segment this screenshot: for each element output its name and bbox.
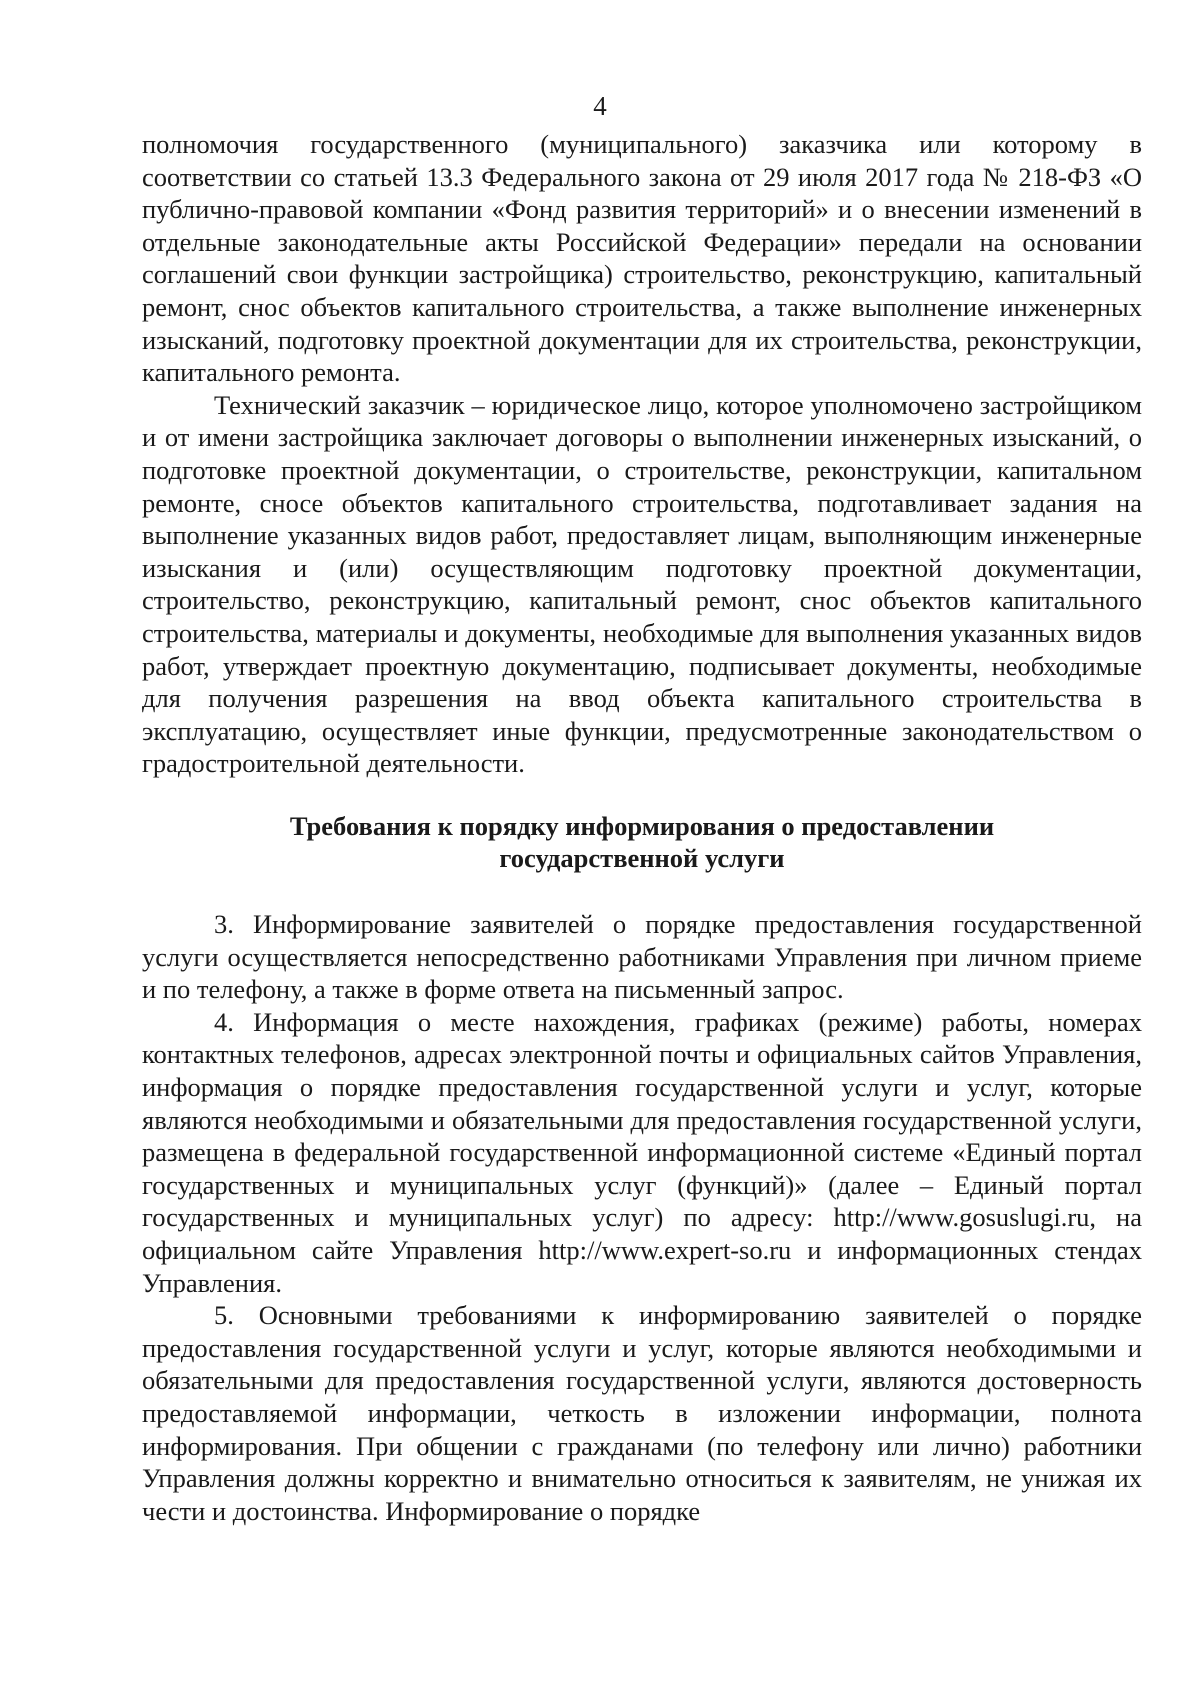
paragraph-item-5: 5. Основными требованиями к информированию заявителей о порядке предоставления государственной услуги и услуг, которые являются необходимыми и обязательными для предоставления государственной услуги, являются достоверность предоставляемой информации, четкость в изложении информации, полнота информирования. При общении с гражданами (по телефону или лично) работники Управления должны корректно и внимательно относиться к заявителям, не унижая их чести и достоинства. Информирование о порядке xyxy=(142,1300,1142,1526)
page-number: 4 xyxy=(593,91,607,121)
document-body xyxy=(142,128,1142,1527)
paragraph-item-3: 3. Информирование заявителей о порядке предоставления государственной услуги осуществляется непосредственно работниками Управления при личном приеме и по телефону, а также в форме ответа на письменный запрос. xyxy=(142,909,1142,1005)
section-heading-line-2: государственной услуги xyxy=(499,843,785,874)
paragraph-item-4: 4. Информация о месте нахождения, графиках (режиме) работы, номерах контактных телефонов, адресах электронной почты и официальных сайтов Управления, информация о порядке предоставления государственной услуги и услуг, которые являются необходимыми и обязательными для предоставления государственной услуги, размещена в федеральной государственной информационной системе «Единый портал государственных и муниципальных услуг (функций)» (далее – Единый портал государственных и муниципальных услуг) по адресу: http://www.gosuslugi.ru, на официальном сайте Управления http://www.expert-so.ru и информационных стендах Управления. xyxy=(142,1006,1142,1298)
section-heading-line-1: Требования к порядку информирования о предоставлении xyxy=(289,810,995,841)
paragraph-continuation: полномочия государственного (муниципального) заказчика или которому в соответствии со статьей 13.3 Федерального закона от 29 июля 2017 года № 218-ФЗ «О публично-правовой компании «Фонд развития территорий» и о внесении изменений в отдельные законодательные акты Российской Федерации» передали на основании соглашений свои функции застройщика) строительство, реконструкцию, капитальный ремонт, снос объектов капитального строительства, а также выполнение инженерных изысканий, подготовку проектной документации для их строительства, реконструкции, капитального ремонта. xyxy=(142,129,1142,388)
section-heading xyxy=(142,810,1142,875)
paragraph-technical-customer: Технический заказчик – юридическое лицо, которое уполномочено застройщиком и от имени застройщика заключает договоры о выполнении инженерных изысканий, о подготовке проектной документации, о строительстве, реконструкции, капитальном ремонте, сносе объектов капитального строительства, подготавливает задания на выполнение указанных видов работ, предоставляет лицам, выполняющим инженерные изыскания и (или) осуществляющим подготовку проектной документации, строительство, реконструкцию, капитальный ремонт, снос объектов капитального строительства, материалы и документы, необходимые для выполнения указанных видов работ, утверждает проектную документацию, подписывает документы, необходимые для получения разрешения на ввод объекта капитального строительства в эксплуатацию, осуществляет иные функции, предусмотренные законодательством о градостроительной деятельности. xyxy=(142,389,1142,779)
